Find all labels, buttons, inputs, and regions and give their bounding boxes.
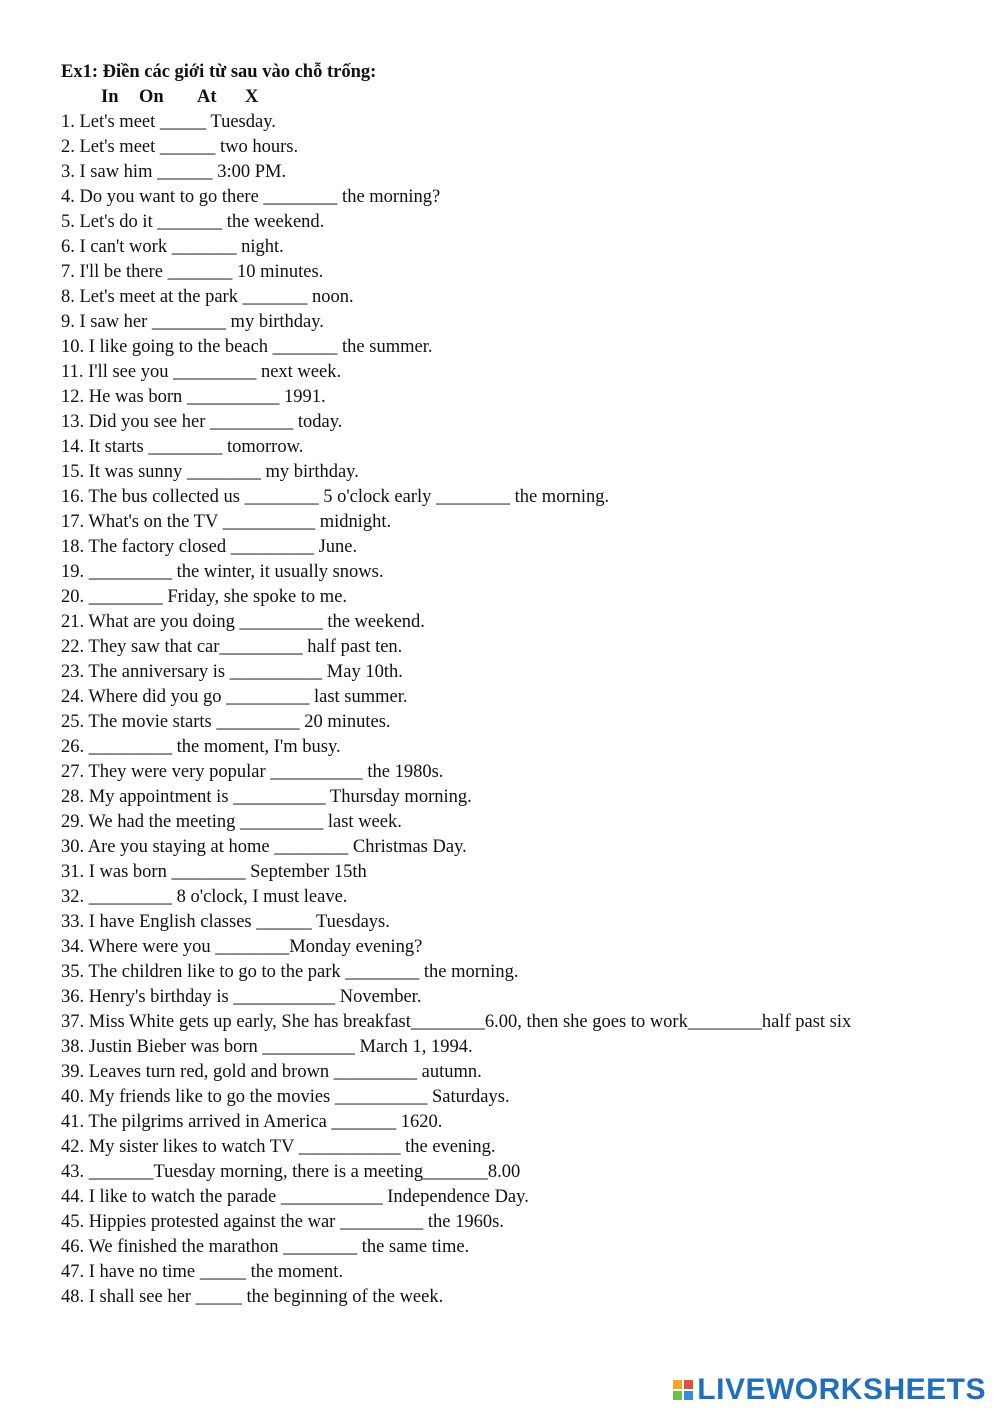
option-x: X xyxy=(245,87,259,107)
question-list xyxy=(61,110,981,1310)
question-item: 22. They saw that car_________ half past ten. xyxy=(61,637,403,657)
question-item: 5. Let's do it _______ the weekend. xyxy=(61,212,325,232)
question-item: 14. It starts ________ tomorrow. xyxy=(61,437,304,457)
question-item: 43. _______Tuesday morning, there is a meeting_______8.00 xyxy=(61,1162,521,1182)
question-item: 16. The bus collected us ________ 5 o'clock early ________ the morning. xyxy=(61,487,610,507)
question-item: 30. Are you staying at home ________ Christmas Day. xyxy=(61,837,467,857)
exercise-heading: Ex1: Điền các giới từ sau vào chỗ trống: xyxy=(61,62,377,82)
question-item: 4. Do you want to go there ________ the morning? xyxy=(61,187,441,207)
question-item: 40. My friends like to go the movies __________ Saturdays. xyxy=(61,1087,510,1107)
question-item: 47. I have no time _____ the moment. xyxy=(61,1262,344,1282)
question-item: 17. What's on the TV __________ midnight. xyxy=(61,512,392,532)
question-item: 29. We had the meeting _________ last week. xyxy=(61,812,402,832)
question-item: 2. Let's meet ______ two hours. xyxy=(61,137,299,157)
question-item: 21. What are you doing _________ the weekend. xyxy=(61,612,425,632)
question-item: 6. I can't work _______ night. xyxy=(61,237,284,257)
question-item: 44. I like to watch the parade ___________ Independence Day. xyxy=(61,1187,529,1207)
question-item: 28. My appointment is __________ Thursday morning. xyxy=(61,787,472,807)
question-item: 45. Hippies protested against the war _________ the 1960s. xyxy=(61,1212,504,1232)
question-item: 32. _________ 8 o'clock, I must leave. xyxy=(61,887,348,907)
question-item: 8. Let's meet at the park _______ noon. xyxy=(61,287,354,307)
logo-mark-icon xyxy=(673,1380,693,1400)
option-at: At xyxy=(197,87,217,107)
question-item: 34. Where were you ________Monday evening? xyxy=(61,937,423,957)
question-item: 11. I'll see you _________ next week. xyxy=(61,362,342,382)
question-item: 7. I'll be there _______ 10 minutes. xyxy=(61,262,324,282)
question-item: 1. Let's meet _____ Tuesday. xyxy=(61,112,276,132)
question-item: 37. Miss White gets up early, She has breakfast________6.00, then she goes to work________half past six xyxy=(61,1012,852,1032)
worksheet xyxy=(61,60,981,1310)
question-item: 31. I was born ________ September 15th xyxy=(61,862,367,882)
question-item: 33. I have English classes ______ Tuesdays. xyxy=(61,912,390,932)
preposition-options xyxy=(61,85,981,110)
question-item: 24. Where did you go _________ last summer. xyxy=(61,687,408,707)
question-item: 35. The children like to go to the park ________ the morning. xyxy=(61,962,519,982)
question-item: 15. It was sunny ________ my birthday. xyxy=(61,462,359,482)
question-item: 25. The movie starts _________ 20 minutes. xyxy=(61,712,391,732)
liveworksheets-logo xyxy=(673,1374,986,1406)
question-item: 19. _________ the winter, it usually snows. xyxy=(61,562,384,582)
question-item: 20. ________ Friday, she spoke to me. xyxy=(61,587,348,607)
question-item: 9. I saw her ________ my birthday. xyxy=(61,312,324,332)
question-item: 38. Justin Bieber was born __________ March 1, 1994. xyxy=(61,1037,473,1057)
question-item: 41. The pilgrims arrived in America _______ 1620. xyxy=(61,1112,443,1132)
question-item: 13. Did you see her _________ today. xyxy=(61,412,343,432)
question-item: 27. They were very popular __________ the 1980s. xyxy=(61,762,444,782)
option-on: On xyxy=(139,87,164,107)
question-item: 36. Henry's birthday is ___________ November. xyxy=(61,987,422,1007)
question-item: 42. My sister likes to watch TV ___________ the evening. xyxy=(61,1137,496,1157)
question-item: 12. He was born __________ 1991. xyxy=(61,387,326,407)
question-item: 3. I saw him ______ 3:00 PM. xyxy=(61,162,287,182)
question-item: 48. I shall see her _____ the beginning of the week. xyxy=(61,1287,444,1307)
question-item: 46. We finished the marathon ________ the same time. xyxy=(61,1237,470,1257)
question-item: 10. I like going to the beach _______ the summer. xyxy=(61,337,433,357)
option-in: In xyxy=(101,87,119,107)
question-item: 23. The anniversary is __________ May 10th. xyxy=(61,662,403,682)
question-item: 18. The factory closed _________ June. xyxy=(61,537,358,557)
question-item: 26. _________ the moment, I'm busy. xyxy=(61,737,341,757)
question-item: 39. Leaves turn red, gold and brown _________ autumn. xyxy=(61,1062,482,1082)
logo-text: LIVEWORKSHEETS xyxy=(697,1373,986,1406)
